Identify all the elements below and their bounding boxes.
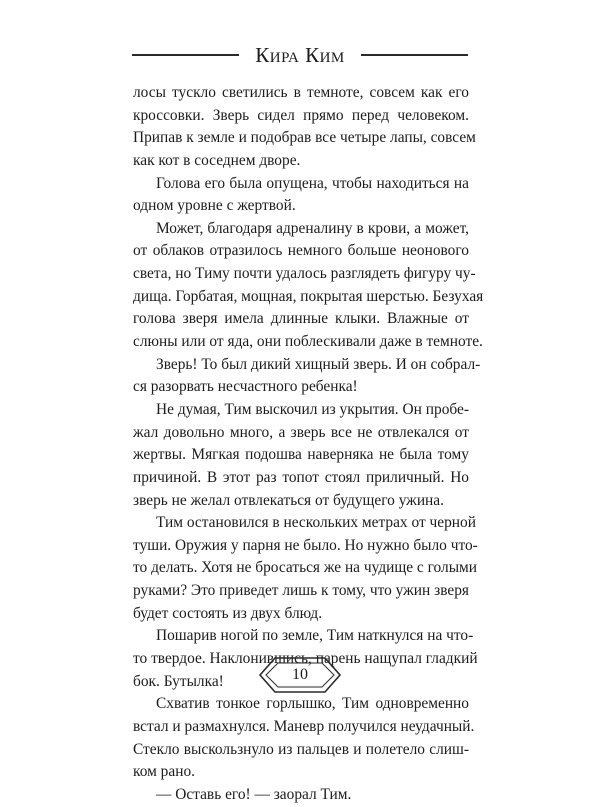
text-line: от облаков отразилось немного больше неонового [133,242,469,260]
page-number: 10 [292,666,308,683]
text-line: будет состоять из двух блюд. [133,604,323,622]
page-number-ornament [258,655,342,695]
text-line: встал и размахнулся. Маневр получился неудачный. [133,717,475,735]
text-line: бок. Бутылка! [133,672,224,690]
text-line: Стекло выскользнуло из пальцев и полетело слиш- [133,740,469,758]
text-line: одном уровне с жертвой. [133,197,296,215]
text-line: кроссовки. Зверь сидел прямо перед человеком. [133,106,469,124]
text-line: лосы тускло светились в темноте, совсем как его [133,84,469,101]
header-rule-left [132,54,239,56]
text-line: Припав к земле и подобрав все четыре лапы, совсем [133,129,476,147]
text-line: Не думая, Тим выскочил из укрытия. Он пробе- [156,400,469,418]
text-line: Тим остановился в нескольких метрах от черной [156,514,476,532]
header-rule-right [361,54,468,56]
running-title: Кира Ким [255,42,345,67]
text-line: слюны или от яда, они поблескивали даже в темноте. [133,333,483,351]
text-line: туши. Оружия у парня не было. Но нужно было что- [133,536,478,554]
text-line: Схватив тонкое горлышко, Тим одновременно [156,695,469,713]
text-line: голова зверя имела длинные клыки. Влажные от [133,310,469,328]
text-line: жал довольно много, а зверь все не отвлекался от [133,423,469,441]
text-line: зверь не желал отвлекаться от будущего ужина. [133,491,444,509]
text-line: ком рано. [133,763,195,781]
text-line: Голова его была опущена, чтобы находиться на [156,174,469,192]
text-line: причиной. В этот раз топот стоял приличный. Но [133,468,469,486]
body-text [133,82,484,807]
text-line: то делать. Хотя не бросаться же на чудище с голыми [133,559,478,577]
text-line: Пошарив ногой по земле, Тим наткнулся на что- [156,627,474,645]
text-line: дища. Горбатая, мощная, покрытая шерстью. Безухая [133,287,484,305]
text-line: — Оставь его! — заорал Тим. [156,785,352,803]
running-header [132,40,468,70]
text-line: света, но Тиму почти удалось разглядеть фигуру чу- [133,265,476,283]
text-line: ся разорвать несчастного ребенка! [133,378,358,396]
text-line: то твердое. Наклонившись, парень нащупал гладкий [133,650,478,668]
text-line: как кот в соседнем дворе. [133,151,301,169]
text-line: жертвы. Мягкая подошва наверняка не была тому [133,446,469,464]
text-line: Может, благодаря адреналину в крови, а может, [156,219,469,237]
text-line: Зверь! То был дикий хищный зверь. И он собрал- [156,355,481,373]
text-line: руками? Это приведет лишь к тому, что ужин зверя [133,582,469,600]
